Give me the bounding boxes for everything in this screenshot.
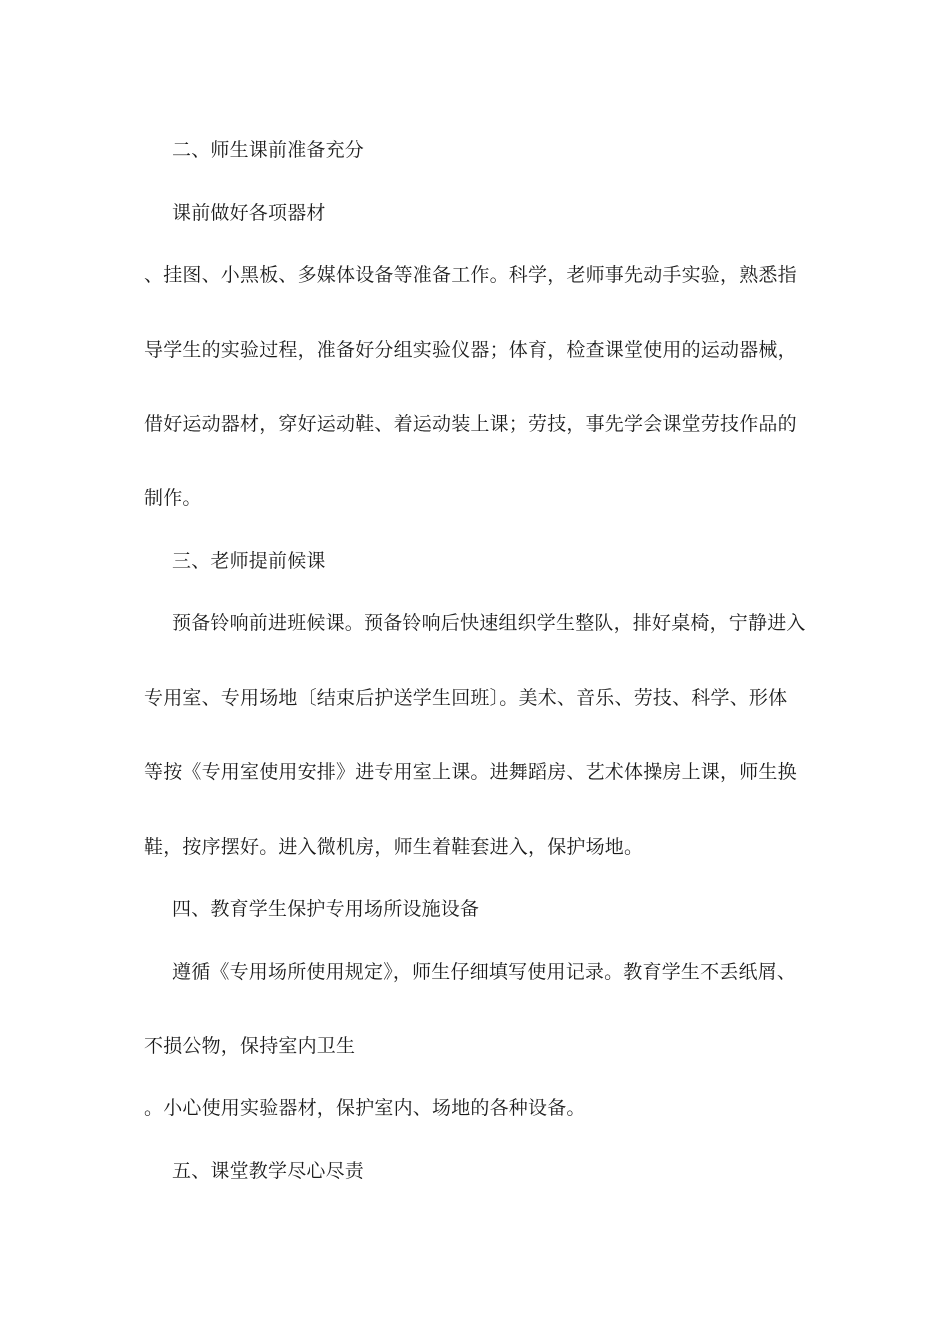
paragraph-line: 鞋，按序摆好。进入微机房，师生着鞋套进入，保护场地。 xyxy=(144,836,644,858)
paragraph-line: 制作。 xyxy=(144,487,202,509)
paragraph-line: 等按《专用室使用安排》进专用室上课。进舞蹈房、艺术体操房上课，师生换 xyxy=(144,761,797,783)
paragraph-line: 遵循《专用场所使用规定》，师生仔细填写使用记录。教育学生不丢纸屑、 xyxy=(172,961,797,983)
section-heading-2: 二、师生课前准备充分 xyxy=(172,139,365,161)
paragraph-line: 借好运动器材，穿好运动鞋、着运动装上课；劳技，事先学会课堂劳技作品的 xyxy=(144,413,797,435)
section-heading-4: 四、教育学生保护专用场所设施设备 xyxy=(172,898,480,920)
section-heading-3: 三、老师提前候课 xyxy=(172,550,326,572)
paragraph-line: 导学生的实验过程，准备好分组实验仪器；体育，检查课堂使用的运动器械， xyxy=(144,339,797,361)
paragraph-line: 不损公物，保持室内卫生 xyxy=(144,1035,356,1057)
paragraph-line: 专用室、专用场地〔结束后护送学生回班〕。美术、音乐、劳技、科学、形体 xyxy=(144,687,788,709)
paragraph-line: 、挂图、小黑板、多媒体设备等准备工作。科学，老师事先动手实验，熟悉指 xyxy=(144,264,797,286)
paragraph-line: 。小心使用实验器材，保护室内、场地的各种设备。 xyxy=(144,1097,586,1119)
section-heading-5: 五、课堂教学尽心尽责 xyxy=(172,1160,365,1182)
paragraph-line: 预备铃响前进班候课。预备铃响后快速组织学生整队，排好桌椅，宁静进入 xyxy=(172,612,806,634)
paragraph-line: 课前做好各项器材 xyxy=(172,202,326,224)
